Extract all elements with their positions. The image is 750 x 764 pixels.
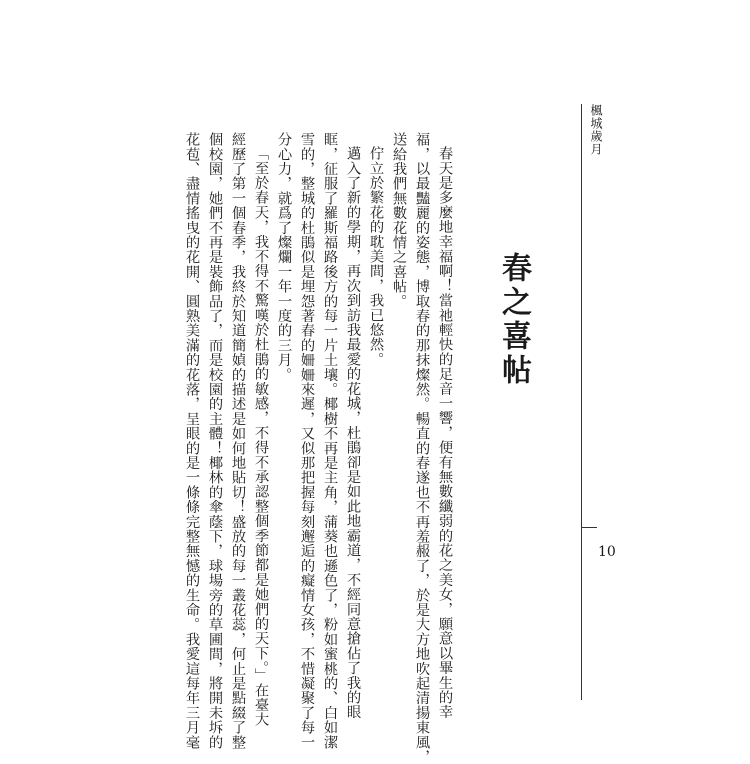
article-body [184,132,531,764]
margin-rule [581,104,582,700]
text-column: 福，以最豔麗的姿態，博取春的那抹燦然。暢直的春遂也不再羞赧了，於是大方地吹起清揚東風， [414,132,430,764]
text-column: 送給我們無數花情之喜帖。 [391,132,407,309]
text-column: 經歷了第一個春季，我終於知道簡媜的描述是如何地貼切！盛放的每一叢花蕊，何止是點綴了整 [230,132,246,750]
text-column: 春天是多麼地幸福啊！當祂輕快的足音一響，便有無數纖弱的花之美女，願意以畢生的幸 [437,146,453,720]
running-header: 楓城歲月 [589,104,603,156]
text-column: 邁入了新的學期，再次到訪我最愛的花城，杜鵑卻是如此地霸道，不經同意搶佔了我的眼 [345,146,361,720]
page-number-rule [581,527,597,528]
text-column: 雪的，整城的杜鵑似是埋怨著春的姍姍來遲，又似那把握每刻邂逅的癡情女孩，不惜凝聚了每一 [299,132,315,750]
text-column: 「至於春天，我不得不驚嘆於杜鵑的敏感，不得不承認整個季節都是她們的天下。」在臺大 [253,146,269,728]
text-column: 個校園，她們不再是裝飾品了，而是校園的主體！椰林的傘蔭下，球場旁的草圃間，將開未坼的 [207,132,223,750]
text-column: 分心力，就爲了燦爛一年一度的三月。 [276,132,292,382]
article-title: 春之喜帖 [496,252,531,388]
text-column: 花苞、盡情搖曳的花開、圓熟美滿的花落，呈眼的是一條條完整無憾的生命。我愛這每年三月毫 [184,132,200,750]
text-column: 眶，征服了羅斯福路後方的每一片土壤。椰樹不再是主角，蒲葵也遜色了，粉如蜜桃的、白如潔 [322,132,338,750]
page-number: 10 [598,544,616,560]
text-column: 佇立於繁花的耽美間，我已悠然。 [368,146,384,367]
